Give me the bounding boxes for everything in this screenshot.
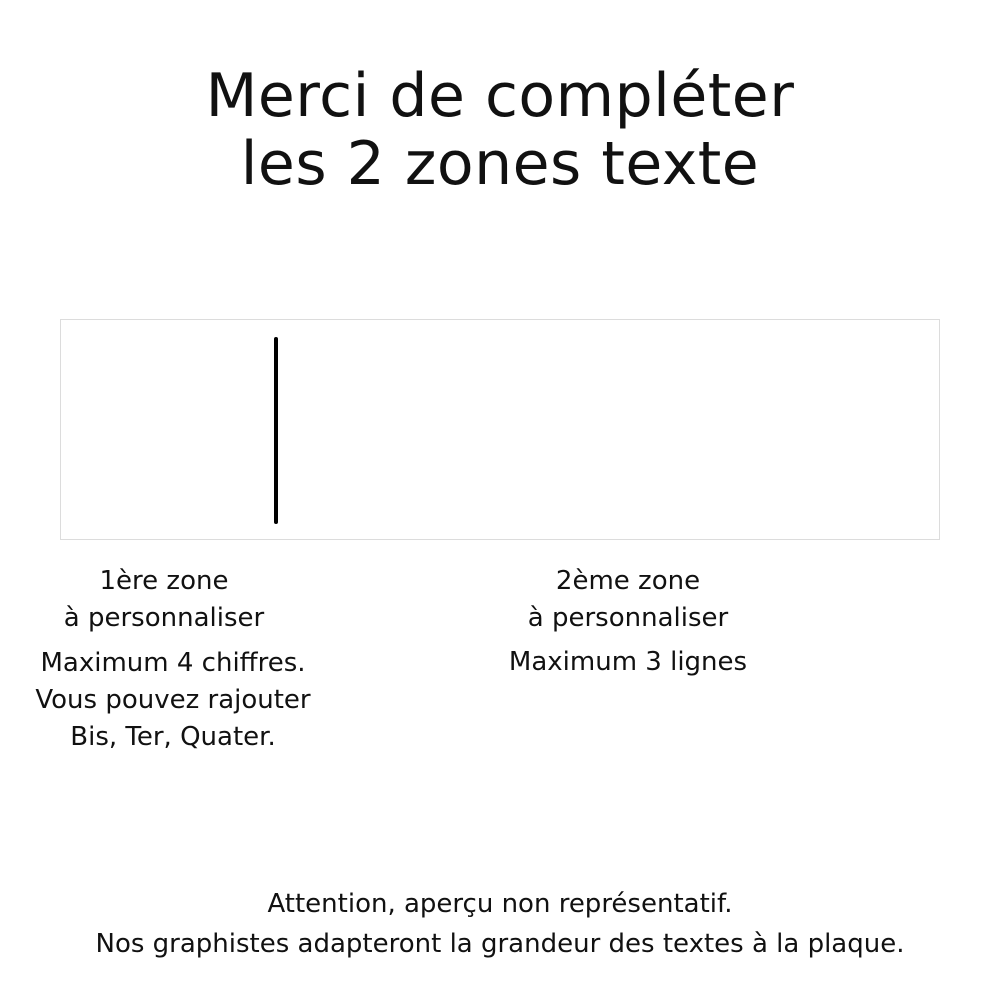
disclaimer-line-2: Nos graphistes adapteront la grandeur des textes à la plaque. [95, 929, 905, 959]
zone1-note-line-3: Bis, Ter, Quater. [70, 722, 276, 752]
plate-preview [60, 319, 940, 540]
disclaimer-line-1: Attention, aperçu non représentatif. [267, 889, 733, 919]
zone2-label-line-2: à personnaliser [527, 603, 729, 633]
zone2-note [468, 644, 788, 681]
page-title-line-2: les 2 zones texte [240, 129, 760, 199]
zone1-note-line-1: Maximum 4 chiffres. [40, 648, 306, 678]
page-title [0, 62, 1000, 198]
zone1-label [4, 563, 324, 637]
zone1-label-line-1: 1ère zone [99, 566, 229, 596]
zone1-label-line-2: à personnaliser [63, 603, 265, 633]
zone1-note-line-2: Vous pouvez rajouter [35, 685, 311, 715]
page-title-line-1: Merci de compléter [205, 61, 795, 131]
disclaimer [0, 884, 1000, 964]
zone1-note [0, 645, 346, 756]
zone2-note-line-1: Maximum 3 lignes [508, 647, 748, 677]
zone2-label [468, 563, 788, 637]
zone2-label-line-1: 2ème zone [555, 566, 701, 596]
zone-divider [274, 337, 278, 524]
